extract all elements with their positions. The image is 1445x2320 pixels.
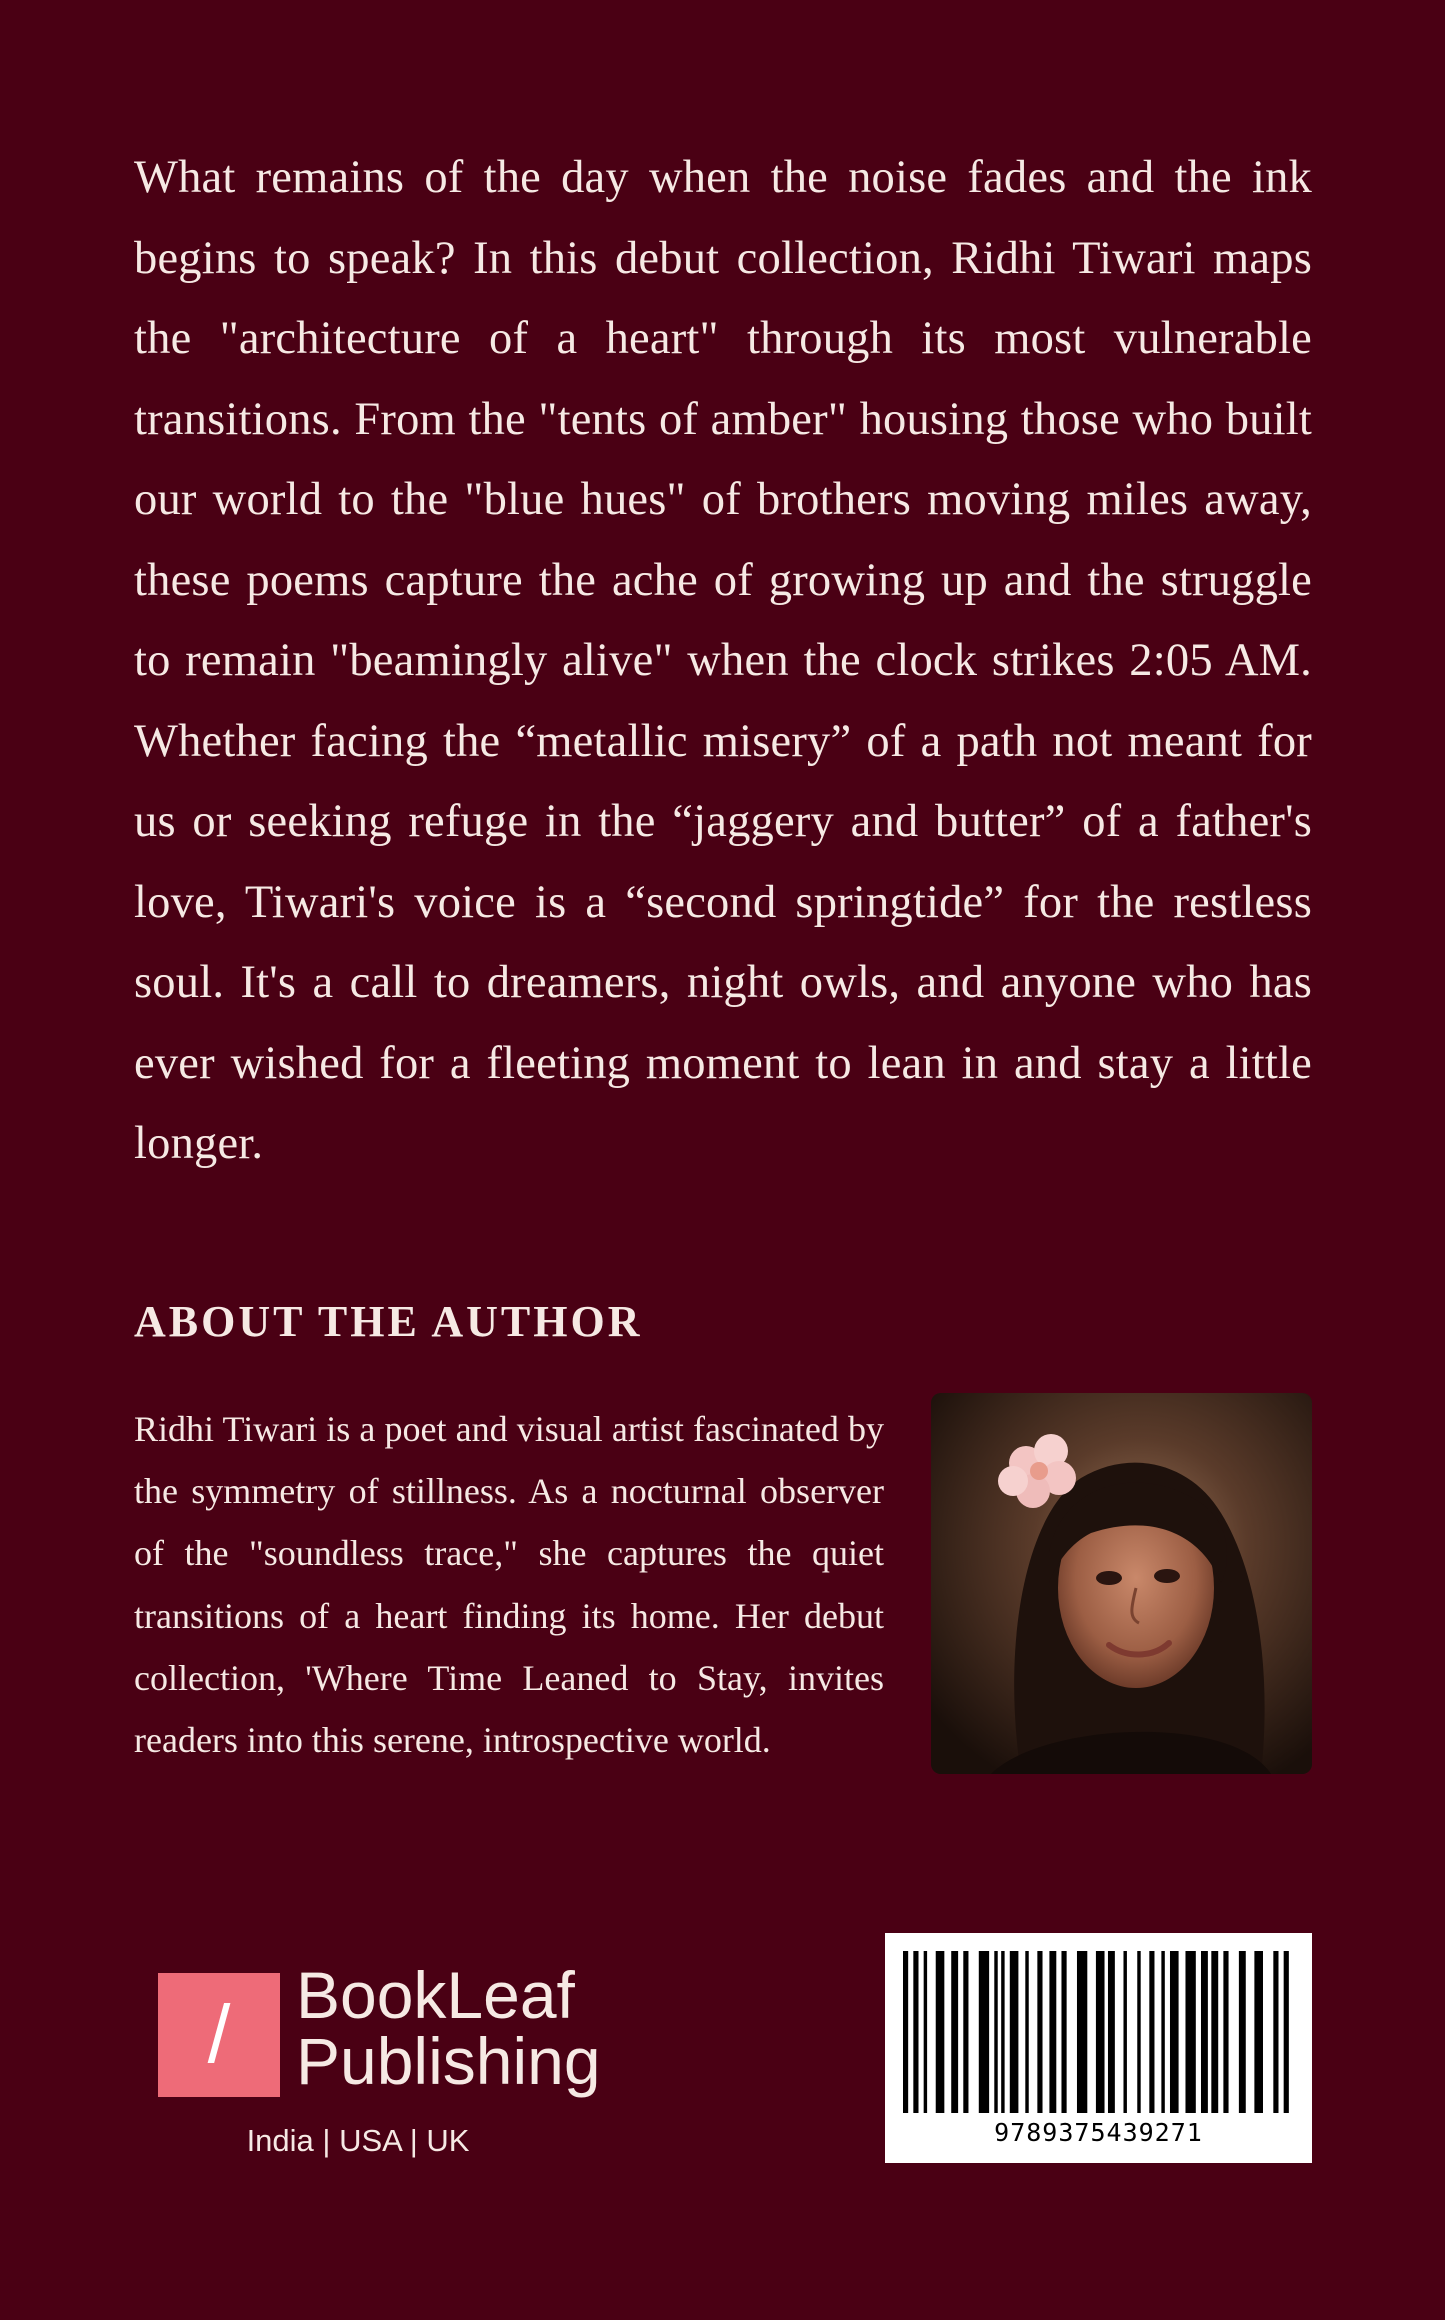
barcode-icon bbox=[903, 1951, 1294, 2113]
barcode-bar bbox=[1010, 1951, 1019, 2113]
barcode-bar bbox=[963, 1951, 968, 2113]
isbn-barcode bbox=[885, 1933, 1312, 2163]
barcode-bar bbox=[903, 1951, 908, 2113]
barcode-bar bbox=[1049, 1951, 1056, 2113]
barcode-bar bbox=[1170, 1951, 1179, 2113]
publisher-regions: India | USA | UK bbox=[246, 2123, 470, 2158]
barcode-bar bbox=[1211, 1951, 1218, 2113]
book-blurb: What remains of the day when the noise fades and the ink begins to speak? In this debut collection, Ridhi Tiwari maps the "architecture of a heart" through its most vulnerable transitions. From the "tents of amber" housing those who built our world to the "blue hues" of brothers moving miles away, these poems capture the ache of growing up and the struggle to remain "beamingly alive" when the clock strikes 2:05 AM. Whether facing the “metallic misery” of a path not meant for us or seeking refuge in the “jaggery and butter” of a father's love, Tiwari's voice is a “second springtide” for the restless soul. It's a call to dreamers, night owls, and anyone who has ever wished for a fleeting moment to lean in and stay a little longer. bbox=[134, 152, 1312, 1169]
barcode-bar bbox=[951, 1951, 958, 2113]
isbn-number: 9789375439271 bbox=[994, 2118, 1203, 2147]
author-portrait-illustration bbox=[931, 1393, 1312, 1774]
barcode-bar bbox=[1061, 1951, 1066, 2113]
slash-icon: / bbox=[207, 1989, 231, 2080]
barcode-bar bbox=[1201, 1951, 1208, 2113]
barcode-bar bbox=[1273, 1951, 1278, 2113]
author-photo bbox=[931, 1393, 1312, 1774]
publisher-name-line2: Publishing bbox=[296, 2024, 601, 2098]
barcode-bar bbox=[1001, 1951, 1004, 2113]
barcode-bar bbox=[924, 1951, 927, 2113]
barcode-bar bbox=[1223, 1951, 1228, 2113]
barcode-bar bbox=[936, 1951, 945, 2113]
publisher-logo-mark bbox=[158, 1973, 280, 2097]
barcode-bar bbox=[1239, 1951, 1246, 2113]
author-bio: Ridhi Tiwari is a poet and visual artist fascinated by the symmetry of stillness. As a nocturnal observer of the "soundless trace," she captures the quiet transitions of a heart finding its home. Her debut collection, 'Where Time Leaned to Stay, invites readers into this serene, introspective world. bbox=[134, 1409, 884, 1761]
barcode-bar bbox=[1149, 1951, 1154, 2113]
barcode-bar bbox=[1077, 1951, 1087, 2113]
barcode-bar bbox=[979, 1951, 989, 2113]
barcode-bar bbox=[1254, 1951, 1263, 2113]
barcode-bar bbox=[913, 1951, 918, 2113]
barcode-bar bbox=[1037, 1951, 1042, 2113]
barcode-bar bbox=[1123, 1951, 1126, 2113]
barcode-bar bbox=[1108, 1951, 1115, 2113]
about-author-heading: ABOUT THE AUTHOR bbox=[134, 1297, 643, 1346]
barcode-bar bbox=[1185, 1951, 1195, 2113]
barcode-bar bbox=[1161, 1951, 1164, 2113]
publisher-name-line1: BookLeaf bbox=[296, 1958, 575, 2032]
barcode-bar bbox=[1025, 1951, 1028, 2113]
barcode-bar bbox=[1096, 1951, 1105, 2113]
publisher-logo-text bbox=[296, 1958, 601, 2098]
barcode-bar bbox=[1137, 1951, 1140, 2113]
barcode-bar bbox=[994, 1951, 997, 2113]
barcode-bar bbox=[1284, 1951, 1289, 2113]
